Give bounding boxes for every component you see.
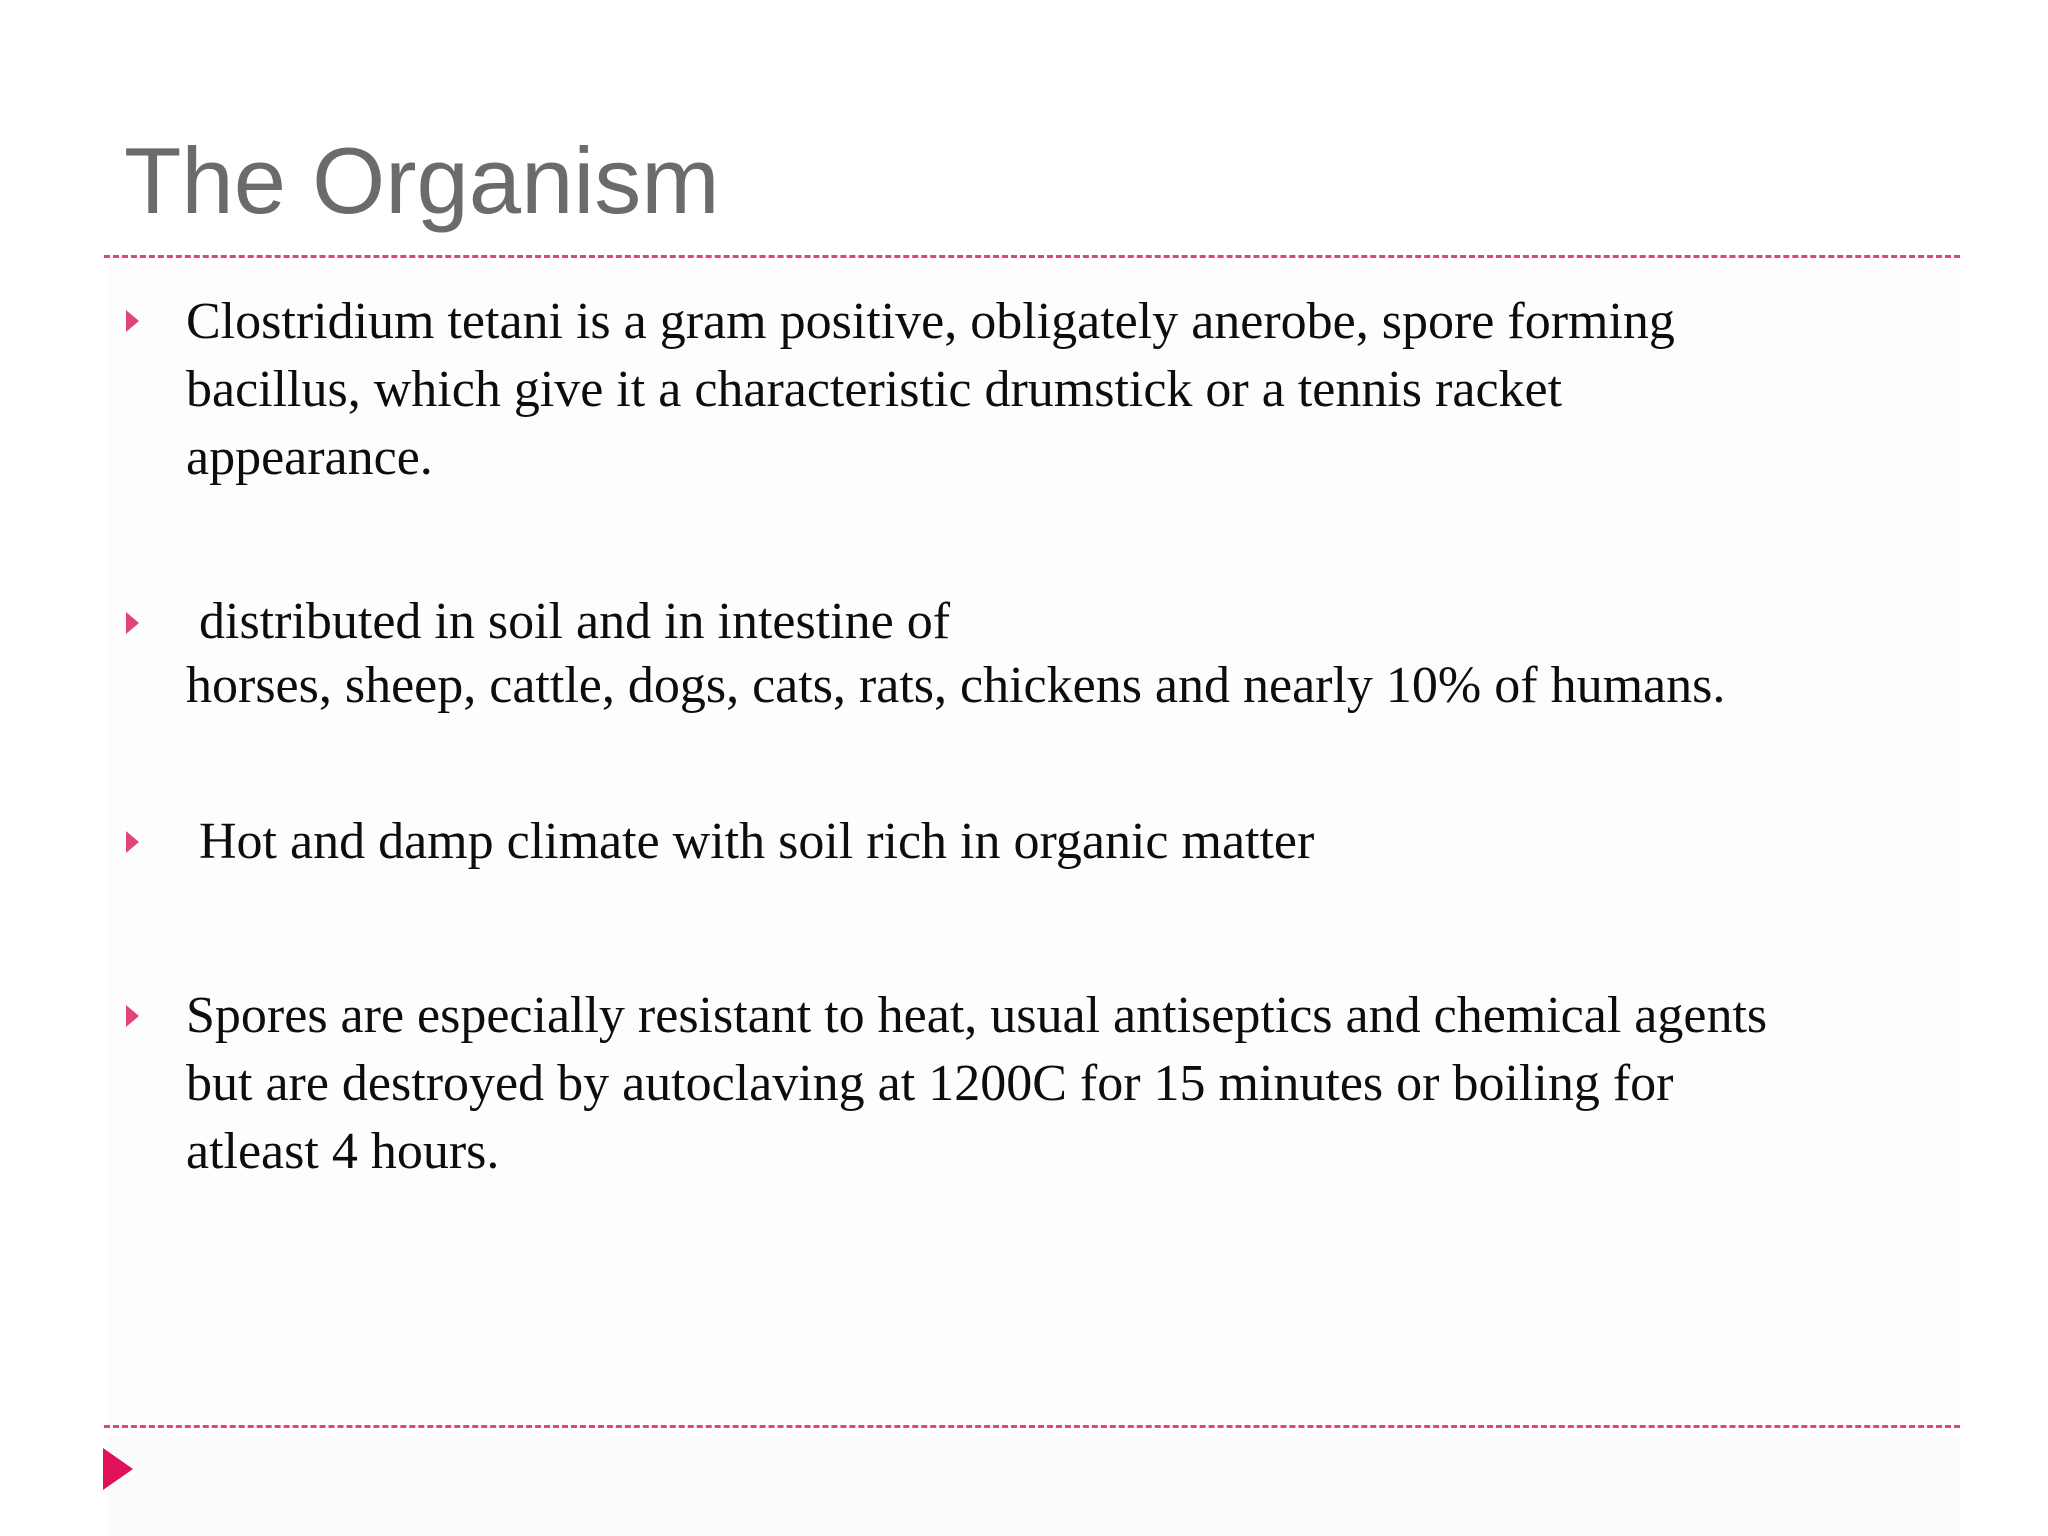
bullet-line: distributed in soil and in intestine of <box>186 593 951 650</box>
bullet-item-3 <box>186 808 1946 876</box>
bullet-line: Hot and damp climate with soil rich in organic matter <box>186 813 1315 870</box>
bullet-line: appearance. <box>186 429 433 486</box>
bullet-triangle-icon <box>126 831 139 853</box>
bullet-triangle-icon <box>126 310 139 332</box>
bullet-item-1 <box>186 288 1946 492</box>
footer-panel <box>108 1436 1960 1536</box>
bullet-line: bacillus, which give it a characteristic drumstick or a tennis racket <box>186 361 1563 418</box>
bullet-triangle-icon <box>126 612 139 634</box>
bullet-line: horses, sheep, cattle, dogs, cats, rats, chickens and nearly 10% of humans. <box>186 657 1726 714</box>
slide-title: The Organism <box>124 128 720 233</box>
bullet-line: atleast 4 hours. <box>186 1123 500 1180</box>
bullet-line: Clostridium tetani is a gram positive, obligately anerobe, spore forming <box>186 293 1675 350</box>
bullet-triangle-icon <box>126 1005 139 1027</box>
bullet-item-4 <box>186 982 1946 1186</box>
footer-arrow-icon <box>103 1448 133 1490</box>
footer-divider <box>104 1425 1960 1428</box>
bullet-item-2 <box>186 590 1946 718</box>
title-divider <box>104 255 1960 258</box>
bullet-line: but are destroyed by autoclaving at 1200C for 15 minutes or boiling for <box>186 1055 1674 1112</box>
bullet-line: Spores are especially resistant to heat, usual antiseptics and chemical agents <box>186 987 1768 1044</box>
